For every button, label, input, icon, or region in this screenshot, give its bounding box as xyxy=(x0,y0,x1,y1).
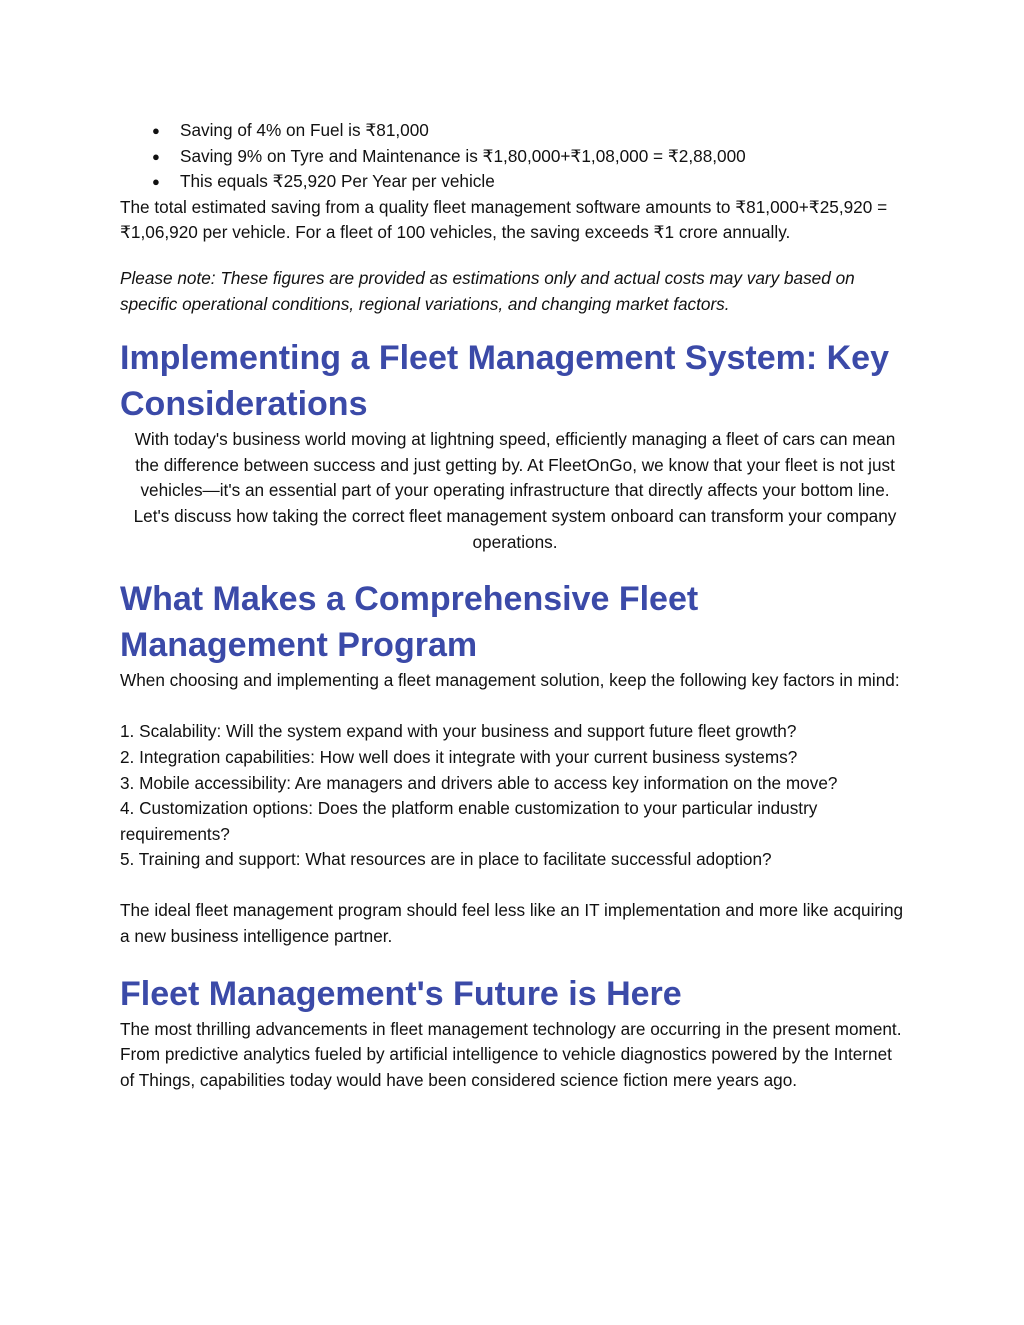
implementing-body: With today's business world moving at lightning speed, efficiently managing a fleet of cars can mean the difference between success and just getting by. At FleetOnGo, we know that your fleet is not just vehicles—it's an essential part of your operating infrastructure that directly affects your bottom line. Let's discuss how taking the correct fleet management system onboard can transform your company operations. xyxy=(133,429,897,552)
list-item: 2. Integration capabilities: How well does it integrate with your current business systems? xyxy=(120,746,798,767)
list-item: 3. Mobile accessibility: Are managers and drivers able to access key information on the move? xyxy=(120,772,838,793)
list-item xyxy=(152,144,910,170)
bullet-text: Saving 9% on Tyre and Maintenance is ₹1,80,000+₹1,08,000 = ₹2,88,000 xyxy=(180,145,746,166)
bullet-dot-icon: ● xyxy=(152,174,160,190)
heading-future: Fleet Management's Future is Here xyxy=(120,974,682,1013)
estimation-note: Please note: These figures are provided as estimations only and actual costs may vary based on specific operational conditions, regional variations, and changing market factors. xyxy=(120,267,855,314)
future-body: The most thrilling advancements in fleet management technology are occurring in the present moment. From predictive analytics fueled by artificial intelligence to vehicle diagnostics powered by the Internet of Things, capabilities today would have been considered science fiction mere years ago. xyxy=(120,1018,902,1090)
list-item: 4. Customization options: Does the platform enable customization to your particular industry requirements? xyxy=(120,798,818,844)
heading-implementing: Implementing a Fleet Management System: Key Considerations xyxy=(120,339,889,424)
bullet-text: This equals ₹25,920 Per Year per vehicle xyxy=(180,171,495,192)
bullet-text: Saving of 4% on Fuel is ₹81,000 xyxy=(180,120,429,140)
list-item xyxy=(152,169,910,195)
list-item: 5. Training and support: What resources are in place to facilitate successful adoption? xyxy=(120,849,772,870)
document-page xyxy=(120,118,910,1093)
list-item xyxy=(152,118,910,144)
comprehensive-intro: When choosing and implementing a fleet management solution, keep the following key factors in mind: xyxy=(120,670,900,691)
heading-comprehensive: What Makes a Comprehensive Fleet Management Program xyxy=(120,580,699,665)
savings-bullet-list xyxy=(120,118,910,195)
comprehensive-conclusion: The ideal fleet management program should feel less like an IT implementation and more like acquiring a new business intelligence partner. xyxy=(120,900,904,947)
bullet-dot-icon: ● xyxy=(152,123,160,138)
factor-list xyxy=(120,719,910,873)
total-saving-paragraph: The total estimated saving from a quality fleet management software amounts to ₹81,000+₹25,920 = ₹1,06,920 per vehicle. For a fleet of 100 vehicles, the saving exceeds ₹1 crore annually. xyxy=(120,196,888,243)
bullet-dot-icon: ● xyxy=(152,148,160,164)
list-item: 1. Scalability: Will the system expand with your business and support future fleet growth? xyxy=(120,721,797,742)
